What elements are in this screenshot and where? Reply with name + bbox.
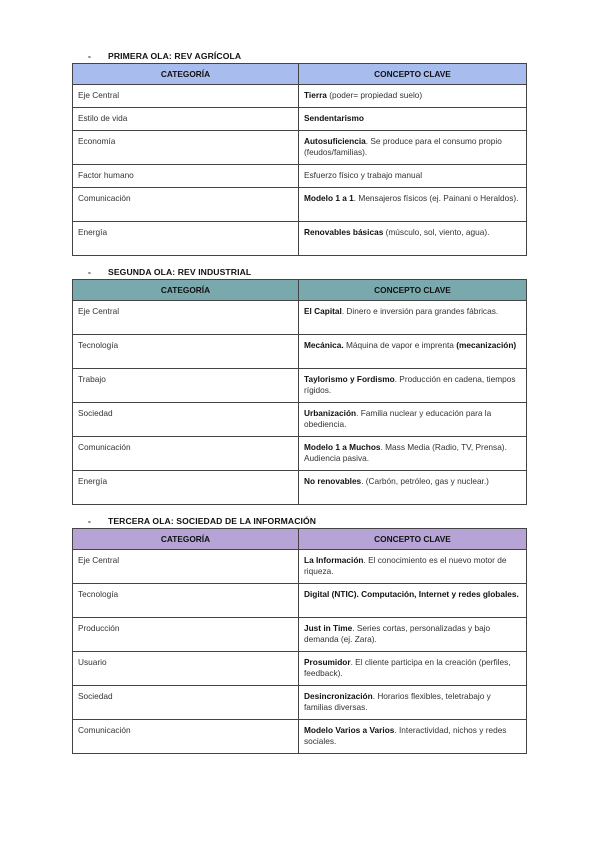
cell-category: Comunicación xyxy=(73,437,299,471)
section-primera-ola xyxy=(72,50,526,256)
concept-term: Just in Time xyxy=(304,623,353,633)
concept-term: No renovables xyxy=(304,476,362,486)
cell-concept xyxy=(299,335,527,369)
cell-category: Producción xyxy=(73,618,299,652)
bullet-dash: - xyxy=(88,267,91,277)
cell-concept xyxy=(299,222,527,256)
cell-concept xyxy=(299,85,527,108)
table-row xyxy=(73,222,527,256)
concept-term: Mecánica. xyxy=(304,340,344,350)
concept-desc: . Dinero e inversión para grandes fábricas. xyxy=(341,306,499,316)
header-concepto-clave: CONCEPTO CLAVE xyxy=(299,529,527,550)
header-categoria: CATEGORÍA xyxy=(73,280,299,301)
cell-concept xyxy=(299,550,527,584)
table-row xyxy=(73,85,527,108)
cell-category: Tecnología xyxy=(73,335,299,369)
table-row xyxy=(73,471,527,505)
cell-category: Usuario xyxy=(73,652,299,686)
concept-term: Modelo 1 a 1 xyxy=(304,193,354,203)
cell-concept xyxy=(299,108,527,131)
cell-category: Sociedad xyxy=(73,403,299,437)
cell-category: Comunicación xyxy=(73,720,299,754)
cell-concept xyxy=(299,584,527,618)
table-tercera-ola xyxy=(72,528,527,754)
bullet-dash: - xyxy=(88,516,91,526)
table-header-row xyxy=(73,64,527,85)
cell-category: Comunicación xyxy=(73,188,299,222)
concept-term: Tierra xyxy=(304,90,327,100)
cell-concept xyxy=(299,652,527,686)
concept-term: Sendentarismo xyxy=(304,113,364,123)
concept-term: Prosumidor xyxy=(304,657,351,667)
table-header-row xyxy=(73,280,527,301)
concept-desc: Máquina de vapor e imprenta xyxy=(343,340,457,350)
section-title xyxy=(90,515,526,527)
cell-category: Factor humano xyxy=(73,165,299,188)
cell-concept xyxy=(299,188,527,222)
table-row xyxy=(73,335,527,369)
concept-term: Autosuficiencia xyxy=(304,136,366,146)
concept-desc: Esfuerzo físico y trabajo manual xyxy=(304,170,423,180)
header-categoria: CATEGORÍA xyxy=(73,64,299,85)
concept-term: Modelo Varios a Varios xyxy=(304,725,395,735)
cell-category: Eje Central xyxy=(73,85,299,108)
section-tercera-ola xyxy=(72,515,526,754)
table-row xyxy=(73,550,527,584)
concept-desc: . Mensajeros físicos (ej. Painani o Heraldos). xyxy=(353,193,519,203)
cell-category: Sociedad xyxy=(73,686,299,720)
concept-term-secondary: (mecanización) xyxy=(456,340,517,350)
header-concepto-clave: CONCEPTO CLAVE xyxy=(299,64,527,85)
concept-term: La Información xyxy=(304,555,364,565)
table-row xyxy=(73,108,527,131)
cell-concept xyxy=(299,618,527,652)
section-title-text: PRIMERA OLA: REV AGRÍCOLA xyxy=(108,51,242,61)
table-row xyxy=(73,652,527,686)
cell-concept xyxy=(299,131,527,165)
section-segunda-ola xyxy=(72,266,526,505)
header-concepto-clave: CONCEPTO CLAVE xyxy=(299,280,527,301)
cell-concept xyxy=(299,686,527,720)
table-row xyxy=(73,369,527,403)
concept-term: Taylorismo y Fordismo xyxy=(304,374,395,384)
concept-desc: . (Carbón, petróleo, gas y nuclear.) xyxy=(361,476,489,486)
section-title-text: TERCERA OLA: SOCIEDAD DE LA INFORMACIÓN xyxy=(108,516,317,526)
cell-category: Energía xyxy=(73,222,299,256)
table-row xyxy=(73,584,527,618)
table-row xyxy=(73,720,527,754)
concept-desc: . Horarios flexibles, teletrabajo y familias diversas. xyxy=(304,691,491,712)
table-row xyxy=(73,686,527,720)
section-title xyxy=(90,50,526,62)
concept-term: Urbanización xyxy=(304,408,357,418)
cell-category: Economía xyxy=(73,131,299,165)
concept-desc: . Series cortas, personalizadas y bajo demanda (ej. Zara). xyxy=(304,623,491,644)
cell-category: Eje Central xyxy=(73,301,299,335)
concept-desc: (poder= propiedad suelo) xyxy=(326,90,423,100)
concept-term: Digital (NTIC). Computación, Internet y redes globales. xyxy=(304,589,519,599)
concept-term: Modelo 1 a Muchos xyxy=(304,442,381,452)
cell-category: Trabajo xyxy=(73,369,299,403)
table-row xyxy=(73,188,527,222)
cell-category: Eje Central xyxy=(73,550,299,584)
section-title xyxy=(90,266,526,278)
section-title-text: SEGUNDA OLA: REV INDUSTRIAL xyxy=(108,267,252,277)
concept-desc: . Mass Media (Radio, TV, Prensa). Audiencia pasiva. xyxy=(304,442,507,463)
table-row xyxy=(73,301,527,335)
concept-desc: . Se produce para el consumo propio (feudos/familias). xyxy=(304,136,502,157)
concept-desc: . El conocimiento es el nuevo motor de riqueza. xyxy=(304,555,507,576)
table-segunda-ola xyxy=(72,279,527,505)
cell-concept xyxy=(299,369,527,403)
concept-desc: . El cliente participa en la creación (perfiles, feedback). xyxy=(304,657,511,678)
concept-desc: . Producción en cadena, tiempos rígidos. xyxy=(304,374,516,395)
cell-concept xyxy=(299,301,527,335)
table-row xyxy=(73,618,527,652)
cell-category: Tecnología xyxy=(73,584,299,618)
table-row xyxy=(73,403,527,437)
concept-desc: . Interactividad, nichos y redes sociales. xyxy=(304,725,507,746)
concept-desc: (músculo, sol, viento, agua). xyxy=(383,227,490,237)
concept-term: El Capital xyxy=(304,306,342,316)
cell-concept xyxy=(299,403,527,437)
table-row xyxy=(73,131,527,165)
cell-concept xyxy=(299,471,527,505)
bullet-dash: - xyxy=(88,51,91,61)
header-categoria: CATEGORÍA xyxy=(73,529,299,550)
concept-term: Desincronización xyxy=(304,691,373,701)
concept-term: Renovables básicas xyxy=(304,227,384,237)
table-row xyxy=(73,165,527,188)
cell-concept xyxy=(299,165,527,188)
cell-category: Estilo de vida xyxy=(73,108,299,131)
concept-desc: . Familia nuclear y educación para la obediencia. xyxy=(304,408,492,429)
table-header-row xyxy=(73,529,527,550)
cell-concept xyxy=(299,437,527,471)
table-primera-ola xyxy=(72,63,527,256)
cell-category: Energía xyxy=(73,471,299,505)
table-row xyxy=(73,437,527,471)
cell-concept xyxy=(299,720,527,754)
